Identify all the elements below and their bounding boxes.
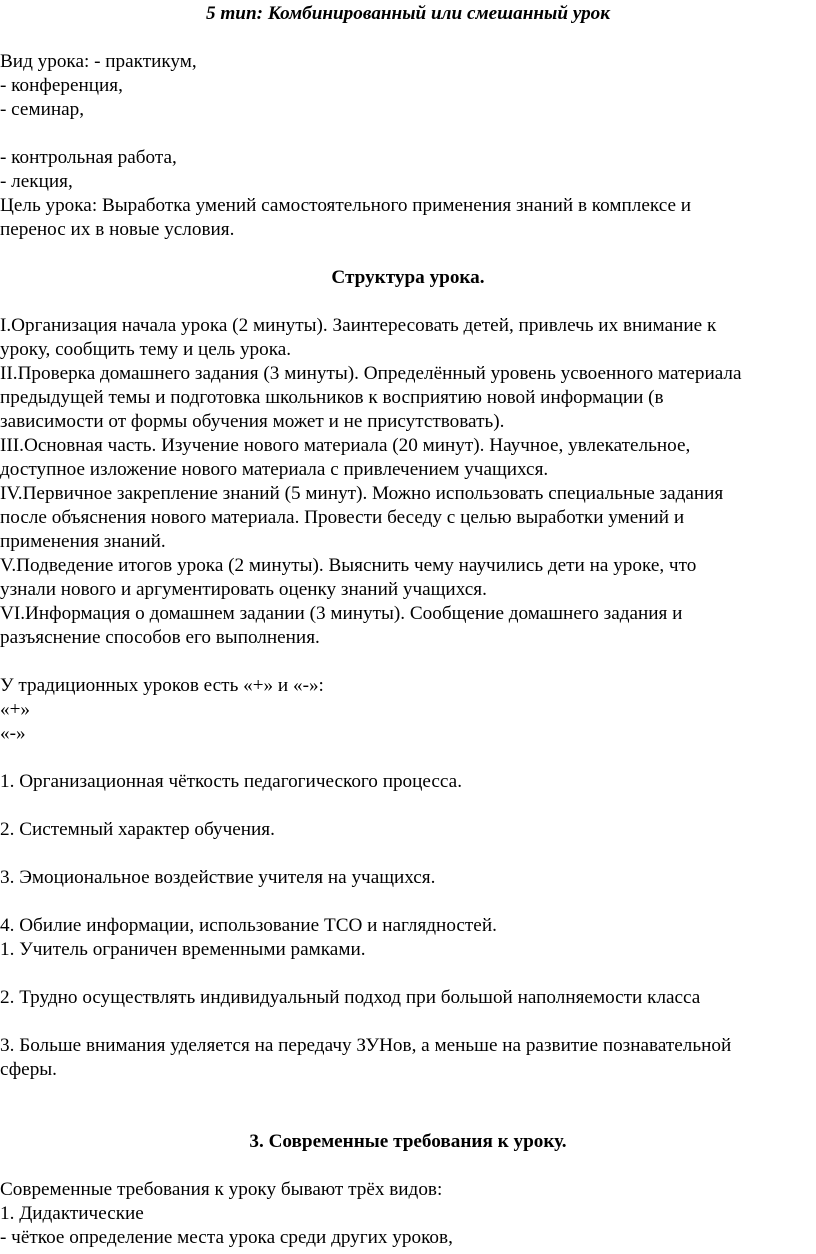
lesson-goal-line: Цель урока: Выработка умений самостоятельного применения знаний в комплексе и <box>0 195 692 216</box>
cons-item: 2. Трудно осуществлять индивидуальный подход при большой наполняемости класса <box>0 987 701 1008</box>
structure-line: узнали нового и аргументировать оценку знаний учащихся. <box>0 579 487 600</box>
plus-label: «+» <box>0 699 31 720</box>
lesson-type-line: Вид урока: - практикум, <box>0 51 197 72</box>
traditional-intro: У традиционных уроков есть «+» и «-»: <box>0 675 324 696</box>
lesson-type-line: - конференция, <box>0 75 123 96</box>
lesson-goal-line: перенос их в новые условия. <box>0 219 235 240</box>
structure-line: уроку, сообщить тему и цель урока. <box>0 339 292 360</box>
requirements-line: Современные требования к уроку бывают трёх видов: <box>0 1179 443 1200</box>
structure-line: VI.Информация о домашнем задании (3 минуты). Сообщение домашнего задания и <box>0 603 683 624</box>
page-title: 5 тип: Комбинированный или смешанный урок <box>205 3 610 24</box>
pros-item: 4. Обилие информации, использование ТСО и наглядностей. <box>0 915 497 936</box>
structure-line: предыдущей темы и подготовка школьников к восприятию новой информации (в <box>0 387 664 408</box>
requirements-line: 1. Дидактические <box>0 1203 144 1224</box>
minus-label: «-» <box>0 723 26 744</box>
cons-item: 1. Учитель ограничен временными рамками. <box>0 939 366 960</box>
pros-item: 3. Эмоциональное воздействие учителя на учащихся. <box>0 867 436 888</box>
pros-item: 1. Организационная чёткость педагогического процесса. <box>0 771 462 792</box>
structure-line: IV.Первичное закрепление знаний (5 минут). Можно использовать специальные задания <box>0 483 724 504</box>
cons-item: сферы. <box>0 1059 57 1080</box>
lesson-type-line: - контрольная работа, <box>0 147 177 168</box>
structure-line: после объяснения нового материала. Провести беседу с целью выработки умений и <box>0 507 685 528</box>
lesson-type-line: - лекция, <box>0 171 73 192</box>
structure-line: зависимости от формы обучения может и не присутствовать). <box>0 411 505 432</box>
structure-line: доступное изложение нового материала с привлечением учащихся. <box>0 459 549 480</box>
pros-item: 2. Системный характер обучения. <box>0 819 275 840</box>
requirements-heading: 3. Современные требования к уроку. <box>249 1131 567 1152</box>
structure-line: V.Подведение итогов урока (2 минуты). Выяснить чему научились дети на уроке, что <box>0 555 697 576</box>
structure-line: III.Основная часть. Изучение нового материала (20 минут). Научное, увлекательное, <box>0 435 691 456</box>
cons-item: 3. Больше внимания уделяется на передачу ЗУНов, а меньше на развитие познавательной <box>0 1035 732 1056</box>
requirements-line: - чёткое определение места урока среди других уроков, <box>0 1227 453 1248</box>
lesson-type-line: - семинар, <box>0 99 85 120</box>
structure-heading: Структура урока. <box>331 267 485 288</box>
structure-line: применения знаний. <box>0 531 166 552</box>
structure-line: I.Организация начала урока (2 минуты). Заинтересовать детей, привлечь их внимание к <box>0 315 717 336</box>
structure-line: разъяснение способов его выполнения. <box>0 627 320 648</box>
structure-line: II.Проверка домашнего задания (3 минуты). Определённый уровень усвоенного материала <box>0 363 742 384</box>
